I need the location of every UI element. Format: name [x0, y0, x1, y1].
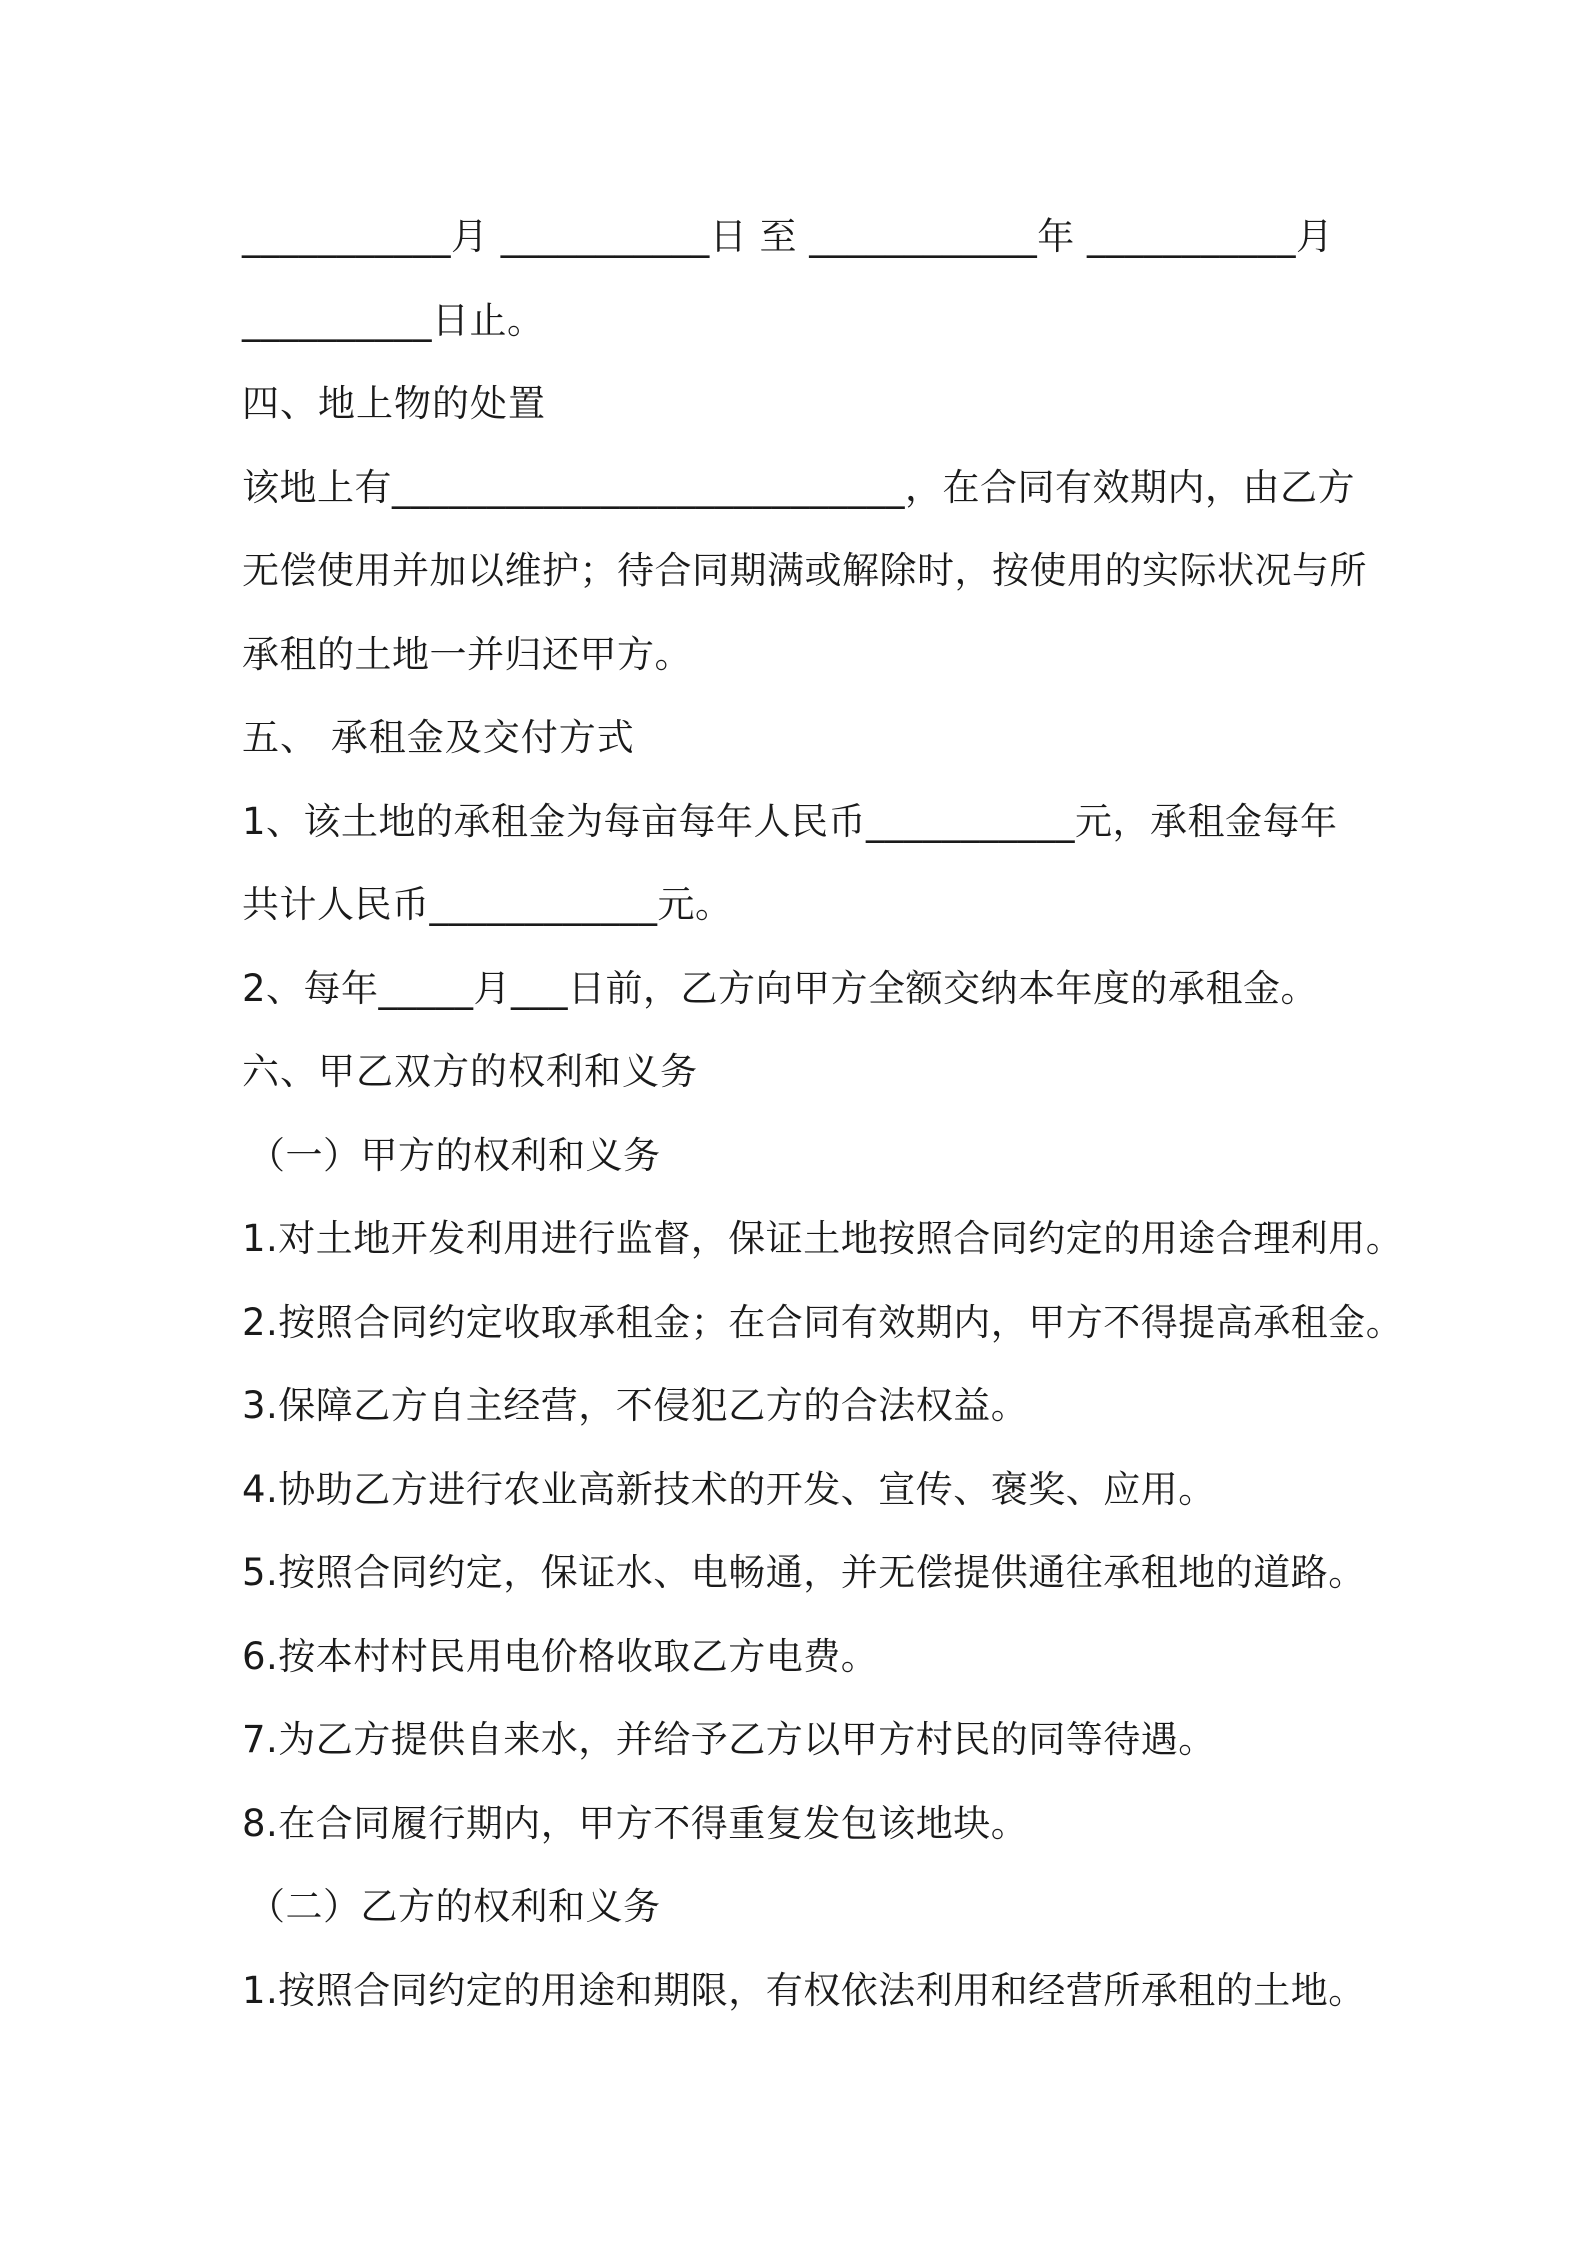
party-a-item-2: 2.按照合同约定收取承租金；在合同有效期内，甲方不得提高承租金。 [242, 1300, 1404, 1344]
section-4-paragraph-line-1: 该地上有___________________________，在合同有效期内，由乙方 [242, 465, 1355, 509]
section-5-item-1-line-1: 1、该土地的承租金为每亩每年人民币___________元，承租金每年 [242, 799, 1338, 843]
party-a-item-1: 1.对土地开发利用进行监督，保证土地按照合同约定的用途合理利用。 [242, 1217, 1404, 1260]
date-range-end-line: __________日止。 [242, 298, 545, 342]
section-4-paragraph-line-2: 无偿使用并加以维护；待合同期满或解除时，按使用的实际状况与所 [242, 549, 1367, 592]
party-b-subheading: （二）乙方的权利和义务 [248, 1885, 661, 1928]
document-body [242, 195, 1404, 2032]
party-b-item-1: 1.按照合同约定的用途和期限，有权依法利用和经营所承租的土地。 [242, 1968, 1366, 2012]
section-4-paragraph-line-3: 承租的土地一并归还甲方。 [242, 632, 692, 676]
section-6-heading: 六、甲乙双方的权利和义务 [242, 1050, 698, 1093]
section-5-heading: 五、 承租金及交付方式 [242, 716, 635, 759]
party-a-item-4: 4.协助乙方进行农业高新技术的开发、宣传、褒奖、应用。 [242, 1467, 1216, 1511]
party-a-item-7: 7.为乙方提供自来水，并给予乙方以甲方村民的同等待遇。 [242, 1718, 1216, 1761]
section-5-item-2: 2、每年_____月___日前，乙方向甲方全额交纳本年度的承租金。 [242, 966, 1319, 1010]
party-a-item-5: 5.按照合同约定，保证水、电畅通，并无偿提供通往承租地的道路。 [242, 1551, 1366, 1594]
party-a-item-3: 3.保障乙方自主经营，不侵犯乙方的合法权益。 [242, 1384, 1029, 1427]
date-range-line: ___________月 ___________日 至 ____________年 ___________月 [242, 215, 1334, 258]
section-4-heading: 四、地上物的处置 [242, 382, 546, 425]
party-a-item-6: 6.按本村村民用电价格收取乙方电费。 [242, 1634, 879, 1678]
section-5-item-1-line-2: 共计人民币____________元。 [242, 883, 733, 926]
party-a-item-8: 8.在合同履行期内，甲方不得重复发包该地块。 [242, 1801, 1029, 1845]
party-a-subheading: （一）甲方的权利和义务 [248, 1133, 661, 1177]
